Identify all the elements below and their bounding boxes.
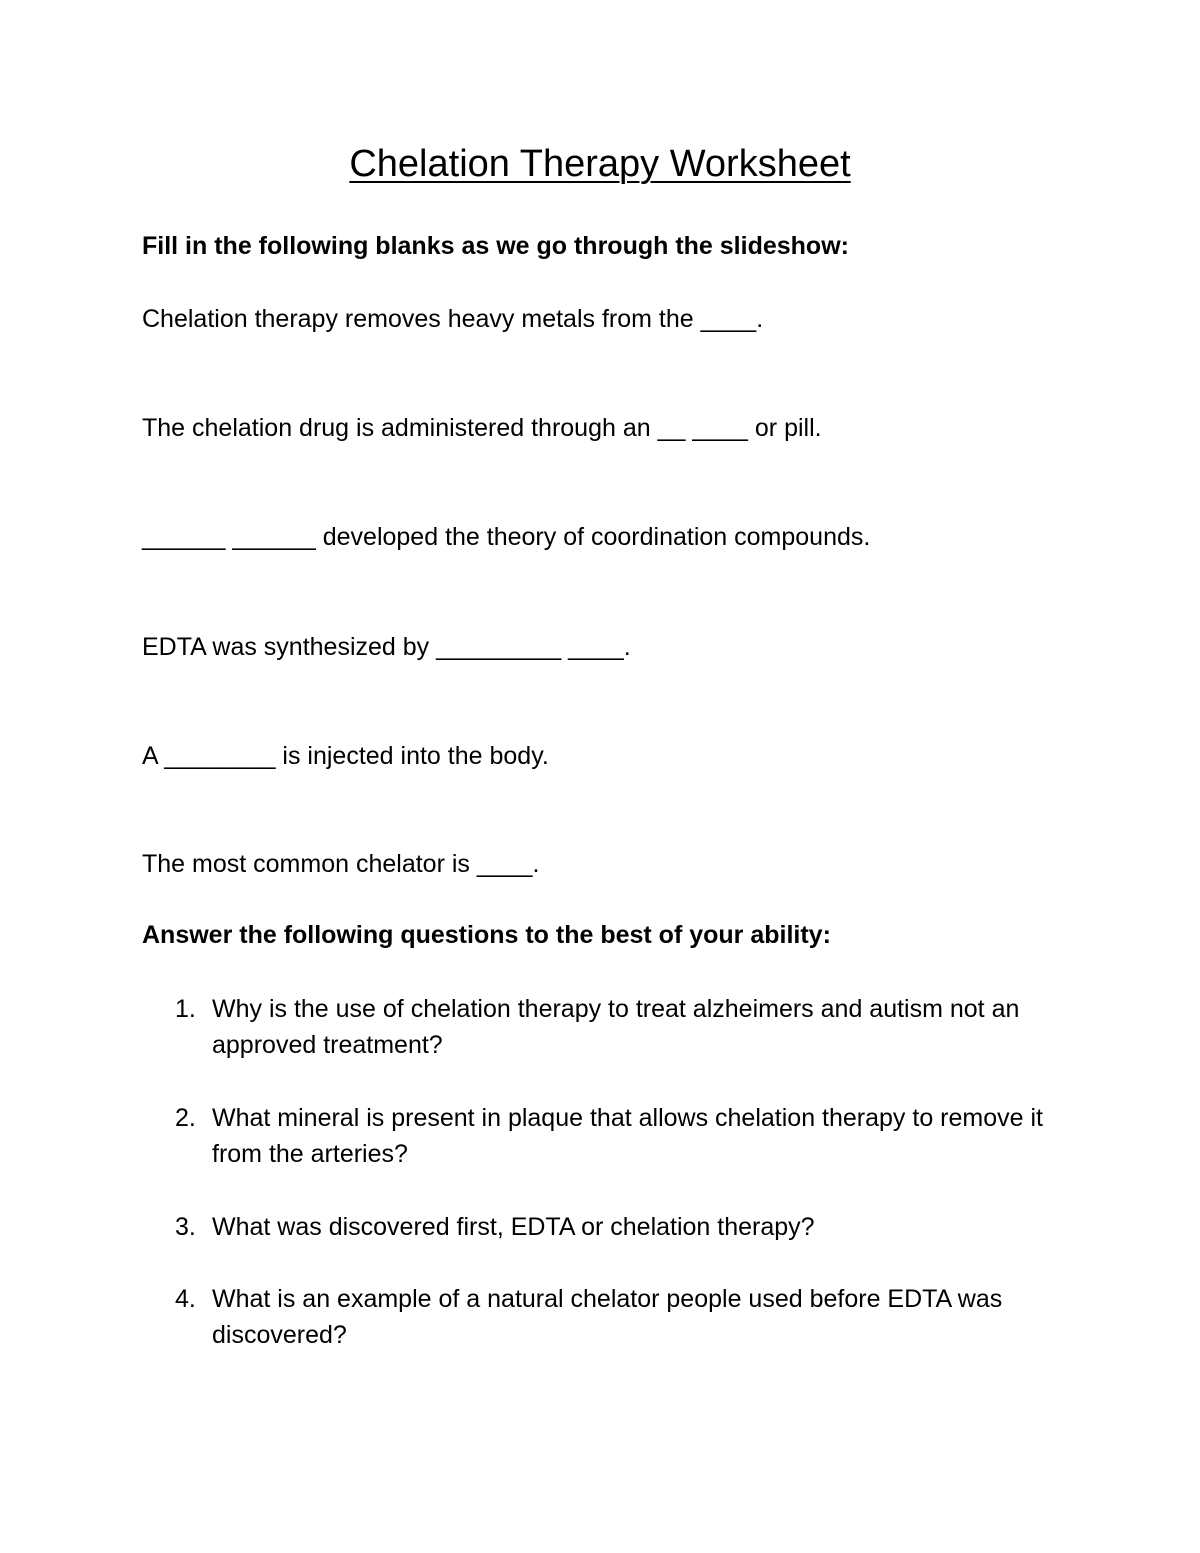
question-item	[175, 1281, 1055, 1353]
question-item	[175, 991, 1055, 1063]
question-number: 2.	[175, 1104, 196, 1132]
question-text: What mineral is present in plaque that allows chelation therapy to remove it from the arteries?	[212, 1104, 1043, 1168]
question-item	[175, 1100, 1055, 1172]
page-title: Chelation Therapy Worksheet	[349, 143, 851, 185]
blank-item: EDTA was synthesized by _________ ____.	[142, 633, 631, 661]
blank-item: Chelation therapy removes heavy metals from the ____.	[142, 305, 764, 333]
fill-in-heading: Fill in the following blanks as we go through the slideshow:	[142, 232, 849, 260]
question-text: Why is the use of chelation therapy to treat alzheimers and autism not an approved treatment?	[212, 995, 1020, 1059]
questions-heading: Answer the following questions to the best of your ability:	[142, 921, 831, 949]
blank-item: A ________ is injected into the body.	[142, 742, 549, 770]
question-text: What is an example of a natural chelator people used before EDTA was discovered?	[212, 1285, 1003, 1349]
question-number: 1.	[175, 995, 196, 1023]
question-number: 4.	[175, 1285, 196, 1313]
question-item	[175, 1209, 1055, 1245]
question-text: What was discovered first, EDTA or chelation therapy?	[212, 1213, 815, 1241]
question-number: 3.	[175, 1213, 196, 1241]
blank-item: The most common chelator is ____.	[142, 850, 540, 878]
blank-item: ______ ______ developed the theory of coordination compounds.	[142, 523, 871, 551]
blank-item: The chelation drug is administered through an __ ____ or pill.	[142, 414, 822, 442]
